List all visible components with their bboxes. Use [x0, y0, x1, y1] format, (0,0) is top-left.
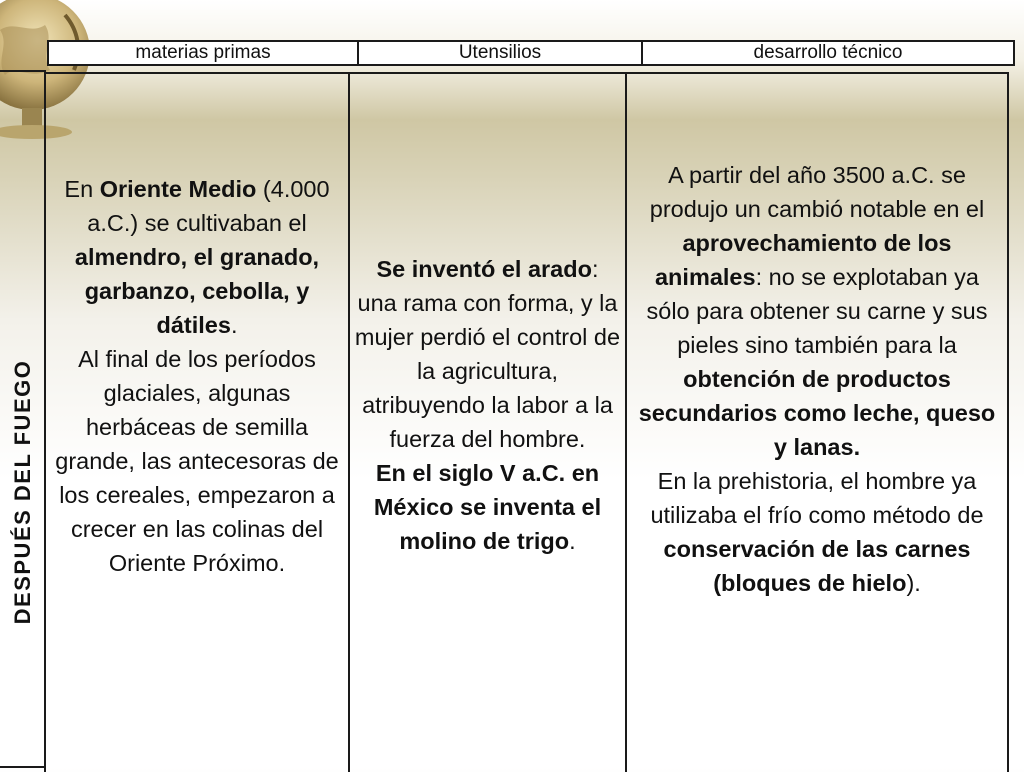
header-desarrollo-tecnico: desarrollo técnico — [753, 42, 903, 63]
row-label-text: DESPUÉS DEL FUEGO — [10, 359, 35, 625]
row-label-cell — [0, 70, 46, 768]
cell-utensilios-text: Se inventó el arado: una rama con forma, y la mujer perdió el control de la agricultura, atribuyendo la labor a la fuerza del hombre. En el siglo V a.C. en México se inventa el molino de trigo. — [354, 256, 621, 554]
cell-desarrollo-tecnico-text: A partir del año 3500 a.C. se produjo un cambió notable en el aprovechamiento de los animales: no se explotaban ya sólo para obtener su carne y sus pieles sino también para la obtención de productos secundarios como leche, queso y lanas. En la prehistoria, el hombre ya utilizaba el frío como método de conservación de las carnes (bloques de hielo). — [638, 162, 996, 596]
paragraph-glaciales: Al final de los períodos glaciales, algunas herbáceas de semilla grande, las antecesoras de los cereales, empezaron a crecer en las colinas del Oriente Próximo. — [55, 346, 339, 576]
table-header-row — [47, 40, 1015, 66]
header-utensilios: Utensilios — [359, 42, 643, 64]
cell-utensilios — [348, 72, 627, 772]
header-materias-primas: materias primas — [49, 42, 359, 64]
cell-desarrollo-tecnico — [625, 72, 1009, 772]
cell-materias-primas-text: En Oriente Medio (4.000 a.C.) se cultivaban el almendro, el granado, garbanzo, cebolla, y dátiles. Al final de los períodos glaciales, algunas herbáceas de semilla grande, las antecesoras de los cereales, empezaron a crecer en las colinas del Oriente Próximo. — [46, 172, 348, 580]
cell-materias-primas — [44, 72, 350, 772]
